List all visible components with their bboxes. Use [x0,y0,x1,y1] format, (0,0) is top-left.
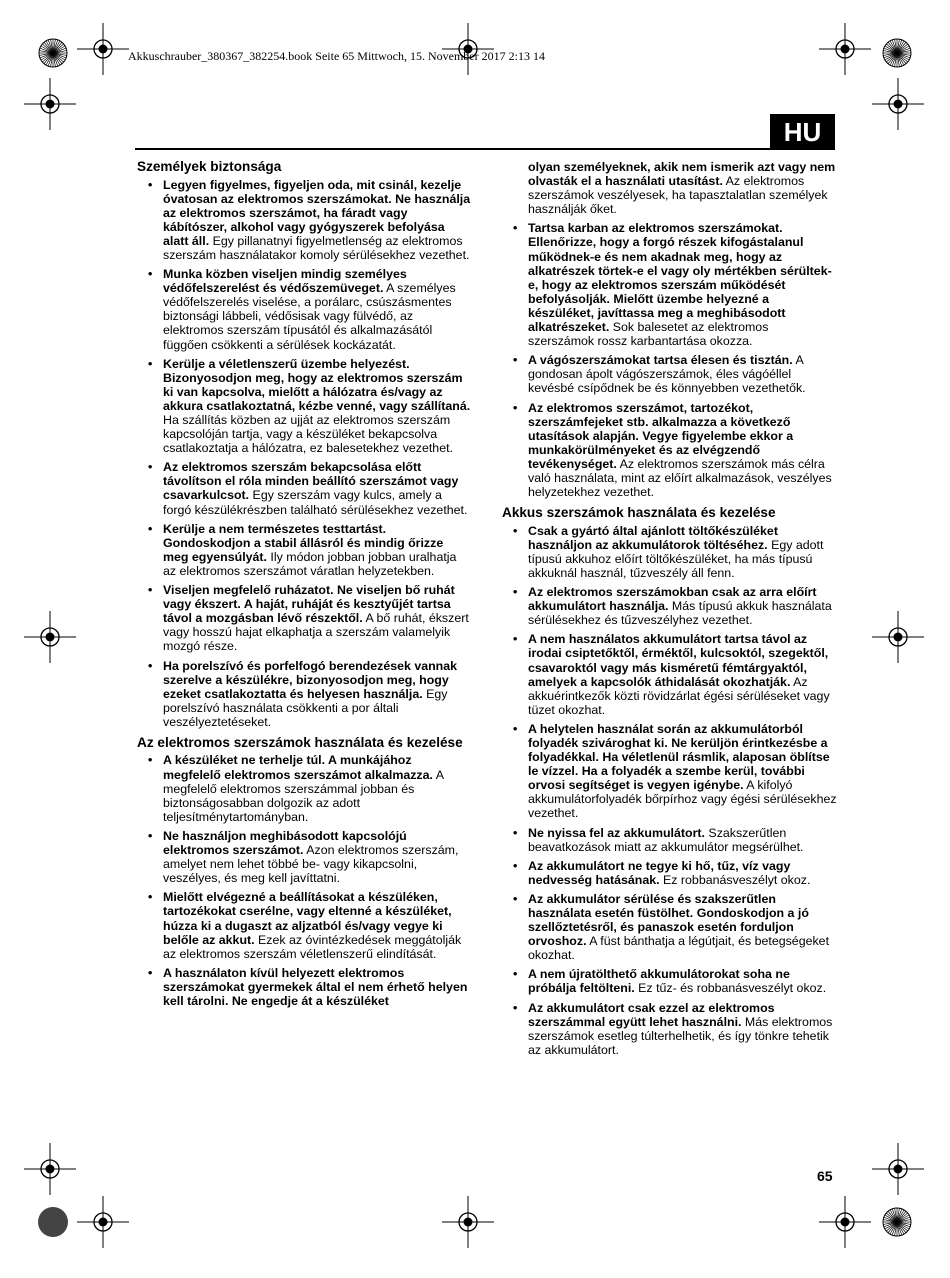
list-item: • A vágószerszámokat tartsa élesen és tisztán. A gondosan ápolt vágószerszámok, éles vágóéllel kevésbé csípődnek be és könnyebben vezethetők. [502,353,837,395]
list-item: • A használaton kívül helyezett elektromos szerszámokat gyermekek által el nem érhető helyen kell tárolni. Ne engedje át a készüléket [137,966,472,1008]
list-item: • Ne nyissa fel az akkumulátort. Szakszerűtlen beavatkozások miatt az akkumulátor megsérülhet. [502,826,837,854]
list-item: • Viseljen megfelelő ruházatot. Ne viseljen bő ruhát vagy ékszert. A haját, ruháját és kesztyűjét tartsa távol a mozgásban lévő részektől. A bő ruhát, ékszert vagy hosszú hajat elkaphatja a szerszám valamelyik mozgó része. [137,583,472,653]
page-number: 65 [817,1168,833,1184]
section-title-battery-tools: Akkus szerszámok használata és kezelése [502,505,776,521]
list-item: • Kerülje a nem természetes testtartást. Gondoskodjon a stabil állásról és mindig őrizze meg egyensúlyát. Ily módon jobban jobban uralhatja az elektromos szerszámot váratlan helyzetekben. [137,522,472,578]
list-item-continuation: olyan személyeknek, akik nem ismerik azt vagy nem olvasták el a használati utasítást. Az elektromos szerszámok veszélyesek, ha tapasztalatlan személyek használják őket. [528,160,836,217]
list-item: • A nem újratölthető akkumulátorokat soha ne próbálja feltölteni. Ez tűz- és robbanásveszélyt okoz. [502,967,837,995]
list-item: • Legyen figyelmes, figyeljen oda, mit csinál, kezelje óvatosan az elektromos szerszámokat. Ne használja az elektromos szerszámot, ha fáradt vagy kábítószer, alkohol vagy gyógyszerek befolyása alatt áll. Egy pillanatnyi figyelmetlenség az elektromos szerszám használatakor komoly sérülésekhez vezethet. [137,178,472,263]
language-badge: HU [770,114,835,150]
personal-safety-list [137,178,472,729]
list-item: • Az akkumulátort csak ezzel az elektromos szerszámmal együtt lehet használni. Más elektromos szerszámok esetleg túlterhelhetik, és így tönkre tehetik az akkumulátort. [502,1001,837,1057]
list-item: • A helytelen használat során az akkumulátorból folyadék szivároghat ki. Ne kerüljön érintkezésbe a folyadékkal. Ha véletlenül rásmlik, alaposan öblítse le vízzel. Ha a folyadék a szembe kerül, további orvosi segítséget is vegyen igénybe. A kifolyó akkumulátorfolyadék bőrpírhoz vagy égési sérülésekhez vezethet. [502,722,837,821]
section-title-personal-safety: Személyek biztonsága [137,159,282,174]
battery-tools-list [502,524,837,1057]
tool-use-list [137,753,472,1008]
list-item: • A nem használatos akkumulátort tartsa távol az irodai csiptetőktől, érméktől, kulcsoktól, szegektől, csavaroktól vagy más kisméretű fémtárgyaktól, amelyek a kapcsolók áthidalását okozhatják. Az akkuérintkezők közti rövidzárlat égési sérüléseket vagy tüzet okozhat. [502,632,837,717]
file-info-line: Akkuschrauber_380367_382254.book Seite 65 Mittwoch, 15. November 2017 2:13 14 [128,49,545,63]
list-item: • Kerülje a véletlenszerű üzembe helyezést. Bizonyosodjon meg, hogy az elektromos szerszám ki van kapcsolva, mielőtt a hálózatra és/vagy az akkura csatlakoztatná, kézbe venné, vagy szállítaná. Ha szállítás közben az ujját az elektromos szerszám kapcsolóján tartja, vagy a készüléket bekapcsolva csatlakoztatja a hálózatra, ez balesetekhez vezethet. [137,357,472,456]
list-item: • Az elektromos szerszám bekapcsolása előtt távolítson el róla minden beállító szerszámot vagy csavarkulcsot. Egy szerszám vagy kulcs, amely a forgó készülékrészben található sérülésekhez vezethet. [137,460,472,516]
list-item: • Csak a gyártó által ajánlott töltőkészüléket használjon az akkumulátorok töltéséhez. Egy adott típusú akkuhoz előírt töltőkészüléket, ha más típusú akkuknál használ, tűzveszély áll fenn. [502,524,837,580]
list-item: • Ne használjon meghibásodott kapcsolójú elektromos szerszámot. Azon elektromos szerszám, amelyet nem lehet többé be- vagy kikapcsolni, veszélyes, és meg kell javíttatni. [137,829,472,885]
left-column [137,158,472,1014]
tool-use-list-continued [502,221,837,499]
list-item: • Az elektromos szerszámokban csak az arra előírt akkumulátort használja. Más típusú akkuk használata sérülésekhez és tűzveszélyhez vezethet. [502,585,837,627]
list-item: • Az elektromos szerszámot, tartozékot, szerszámfejeket stb. alkalmazza a következő utasítások alapján. Vegye figyelembe ekkor a munkakörülményeket és az elvégzendő tevékenységet. Az elektromos szerszámok más célra való használata, mint az előírt alkalmazások, veszélyes helyzetekhez vezethet. [502,401,837,500]
list-item: • A készüléket ne terhelje túl. A munkájához megfelelő elektromos szerszámot alkalmazza. A megfelelő elektromos szerszámmal jobban és biztonságosabban dolgozik az adott teljesítménytartományban. [137,753,472,823]
list-item: • Tartsa karban az elektromos szerszámokat. Ellenőrizze, hogy a forgó részek kifogástalanul működnek-e és nem akadnak meg, hogy az alkatrészek törtek-e el vagy oly mértékben sérültek-e, hogy az elektromos szerszám működését befolyásolják. Mielőtt üzembe helyezné a készüléket, javíttassa meg a meghibásodott alkatrészeket. Sok balesetet az elektromos szerszámok rossz karbantartása okozza. [502,221,837,348]
list-item: • Az akkumulátort ne tegye ki hő, tűz, víz vagy nedvesség hatásának. Ez robbanásveszélyt okoz. [502,859,837,887]
list-item: • Ha porelszívó és porfelfogó berendezések vannak szerelve a készülékre, bizonyosodjon meg, hogy ezeket csatlakoztatta és helyesen használja. Egy porelszívó használata csökkenti a por általi veszélyeztetéseket. [137,659,472,729]
list-item: • Az akkumulátor sérülése és szakszerűtlen használata esetén füstölhet. Gondoskodjon a jó szellőztetésről, és panaszok esetén forduljon orvoshoz. A füst bánthatja a légútjait, és betegségeket okozhat. [502,892,837,962]
list-item: • Munka közben viseljen mindig személyes védőfelszerelést és védőszemüveget. A személyes védőfelszerelés viselése, a porálarc, csúszásmentes biztonsági lábbeli, védősisak vagy fülvédő, az elektromos szerszám típusától és alkalmazásától függően csökkenti a sérülések kockázatát. [137,267,472,352]
section-title-tool-use: Az elektromos szerszámok használata és kezelése [137,734,463,750]
list-item: • Mielőtt elvégezné a beállításokat a készüléken, tartozékokat cserélne, vagy eltenné a készüléket, húzza ki a dugaszt az aljzatból és/vagy vegye ki belőle az akkut. Ezek az óvintézkedések meggátolják az elektromos szerszám véletlenszerű elindítását. [137,890,472,960]
right-column [502,160,837,1063]
header-rule [135,148,835,150]
